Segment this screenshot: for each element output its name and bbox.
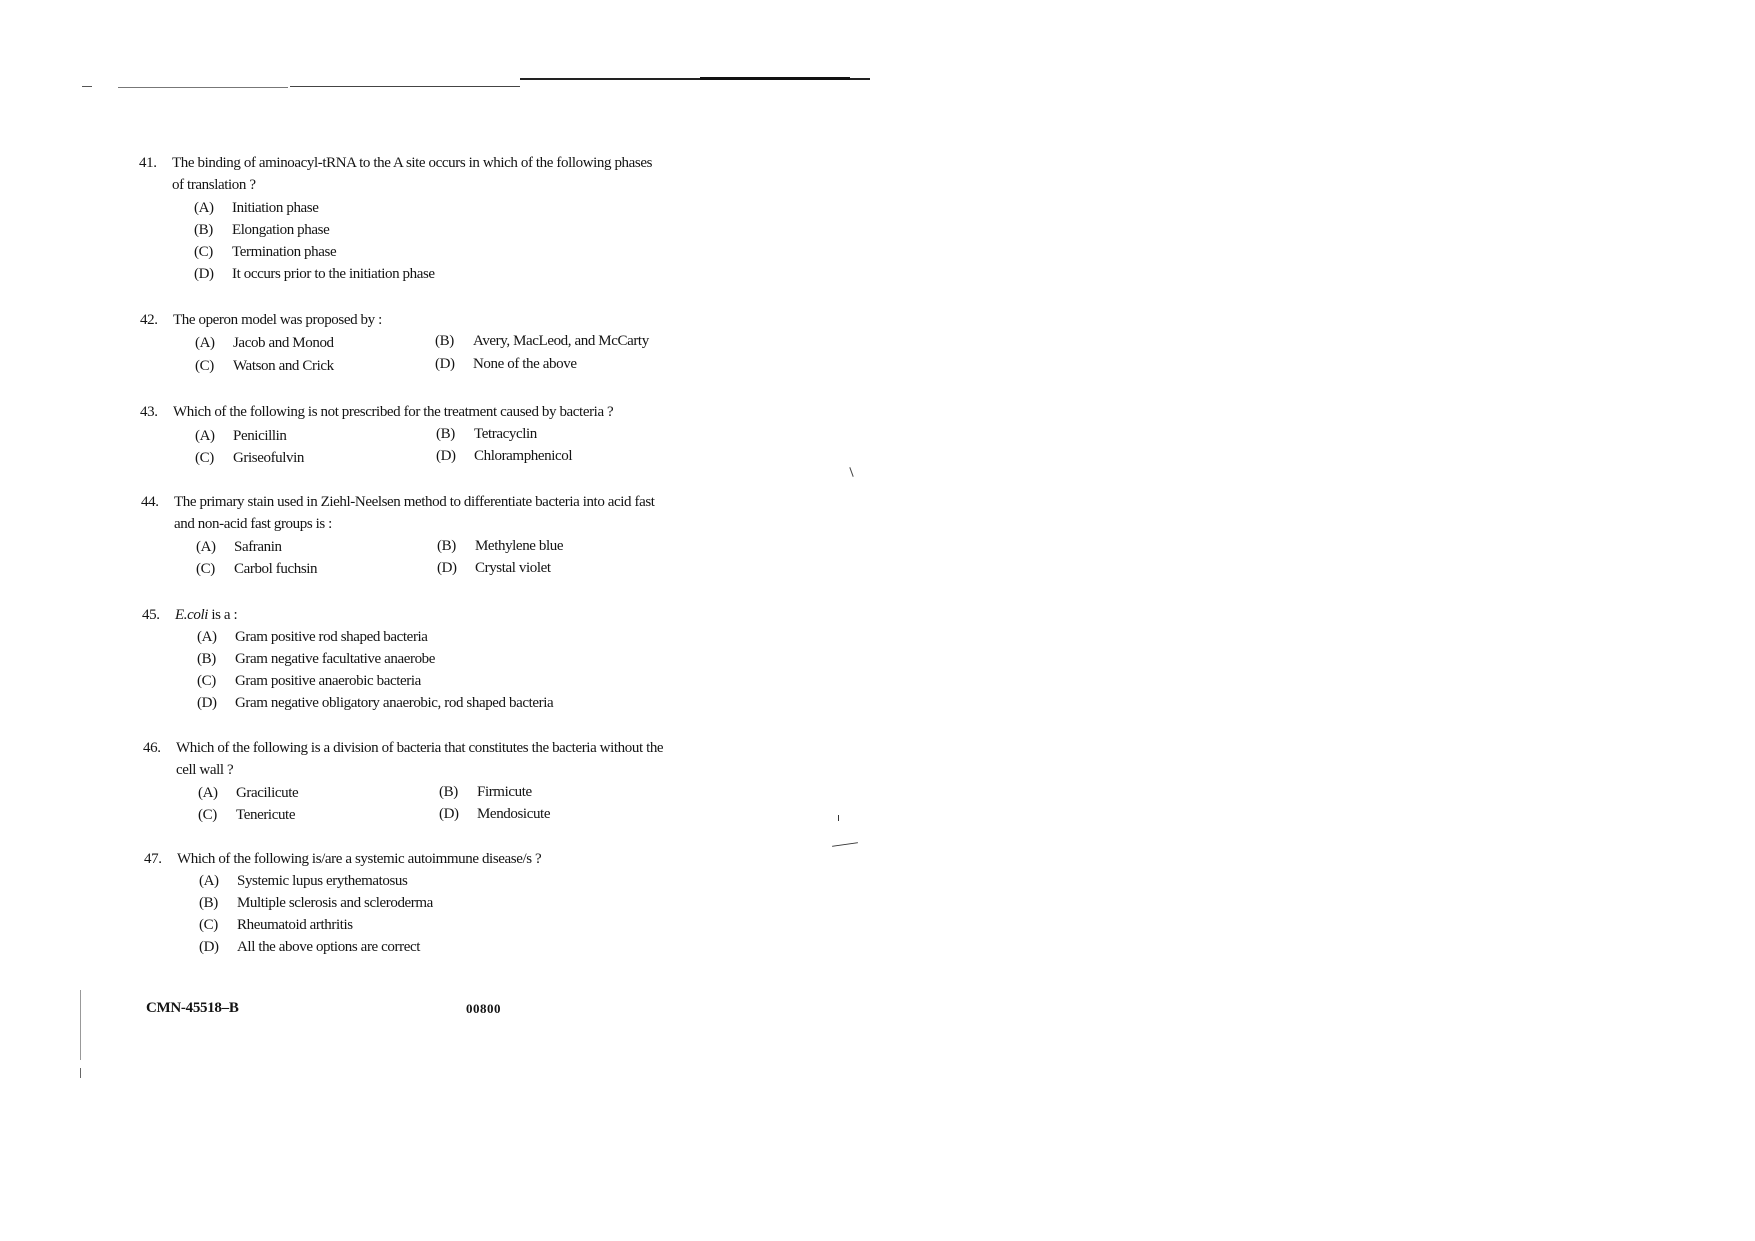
option-a: (A) Gracilicute bbox=[198, 785, 299, 801]
paper-code: CMN-45518–B bbox=[146, 1000, 239, 1016]
question-text-italic: E.coli bbox=[175, 607, 209, 623]
question-text: Which of the following is/are a systemic autoimmune disease/s ? bbox=[177, 851, 542, 867]
scan-rule bbox=[82, 86, 92, 87]
question-text-cont: cell wall ? bbox=[176, 762, 234, 778]
question-text: Which of the following is a division of bacteria that constitutes the bacteria without the bbox=[176, 740, 664, 756]
question-number: 41. bbox=[139, 155, 157, 171]
question-number: 42. bbox=[140, 312, 158, 328]
header-rule-thick bbox=[700, 77, 850, 80]
option-a: (A) Penicillin bbox=[195, 428, 287, 444]
option-d: (D) Gram negative obligatory anaerobic, rod shaped bacteria bbox=[197, 695, 554, 711]
question-text-rest: is a : bbox=[208, 607, 238, 623]
question-number: 44. bbox=[141, 494, 159, 510]
option-d: (D) It occurs prior to the initiation phase bbox=[194, 266, 435, 282]
option-d: (D) Mendosicute bbox=[439, 806, 551, 822]
option-b: (B) Firmicute bbox=[439, 784, 532, 800]
option-c: (C) Rheumatoid arthritis bbox=[199, 917, 353, 933]
option-b: (B) Tetracyclin bbox=[436, 426, 537, 442]
question-number: 43. bbox=[140, 404, 158, 420]
option-c: (C) Gram positive anaerobic bacteria bbox=[197, 673, 421, 689]
option-b: (B) Gram negative facultative anaerobe bbox=[197, 651, 436, 667]
option-b: (B) Elongation phase bbox=[194, 222, 330, 238]
option-b: (B) Avery, MacLeod, and McCarty bbox=[435, 333, 649, 349]
option-b: (B) Methylene blue bbox=[437, 538, 564, 554]
option-b: (B) Multiple sclerosis and scleroderma bbox=[199, 895, 433, 911]
scan-speck bbox=[849, 467, 853, 477]
option-a: (A) Initiation phase bbox=[194, 200, 319, 216]
question-text: The operon model was proposed by : bbox=[173, 312, 382, 328]
option-d: (D) Crystal violet bbox=[437, 560, 551, 576]
option-d: (D) Chloramphenicol bbox=[436, 448, 573, 464]
scan-speck bbox=[838, 815, 839, 821]
question-text: Which of the following is not prescribed for the treatment caused by bacteria ? bbox=[173, 404, 614, 420]
scan-edge-mark bbox=[80, 1068, 81, 1078]
option-c: (C) Termination phase bbox=[194, 244, 337, 260]
option-c: (C) Griseofulvin bbox=[195, 450, 305, 466]
question-number: 45. bbox=[142, 607, 160, 623]
option-c: (C) Tenericute bbox=[198, 807, 296, 823]
option-a: (A) Gram positive rod shaped bacteria bbox=[197, 629, 428, 645]
option-d: (D) None of the above bbox=[435, 356, 577, 372]
question-text-cont: and non-acid fast groups is : bbox=[174, 516, 332, 532]
option-c: (C) Carbol fuchsin bbox=[196, 561, 318, 577]
scan-rule bbox=[118, 87, 288, 88]
question-text: The binding of aminoacyl-tRNA to the A site occurs in which of the following phases bbox=[172, 155, 653, 171]
scan-rule bbox=[290, 86, 520, 87]
option-a: (A) Safranin bbox=[196, 539, 282, 555]
option-c: (C) Watson and Crick bbox=[195, 358, 334, 374]
option-d: (D) All the above options are correct bbox=[199, 939, 420, 955]
question-text: The primary stain used in Ziehl-Neelsen method to differentiate bacteria into acid fast bbox=[174, 494, 655, 510]
scan-speck bbox=[832, 842, 858, 847]
question-text-cont: of translation ? bbox=[172, 177, 256, 193]
question-number: 47. bbox=[144, 851, 162, 867]
question-text bbox=[175, 604, 695, 626]
option-a: (A) Systemic lupus erythematosus bbox=[199, 873, 408, 889]
scan-edge-mark bbox=[80, 990, 81, 1060]
page-number: 00800 bbox=[466, 1001, 501, 1016]
option-a: (A) Jacob and Monod bbox=[195, 335, 334, 351]
question-number: 46. bbox=[143, 740, 161, 756]
